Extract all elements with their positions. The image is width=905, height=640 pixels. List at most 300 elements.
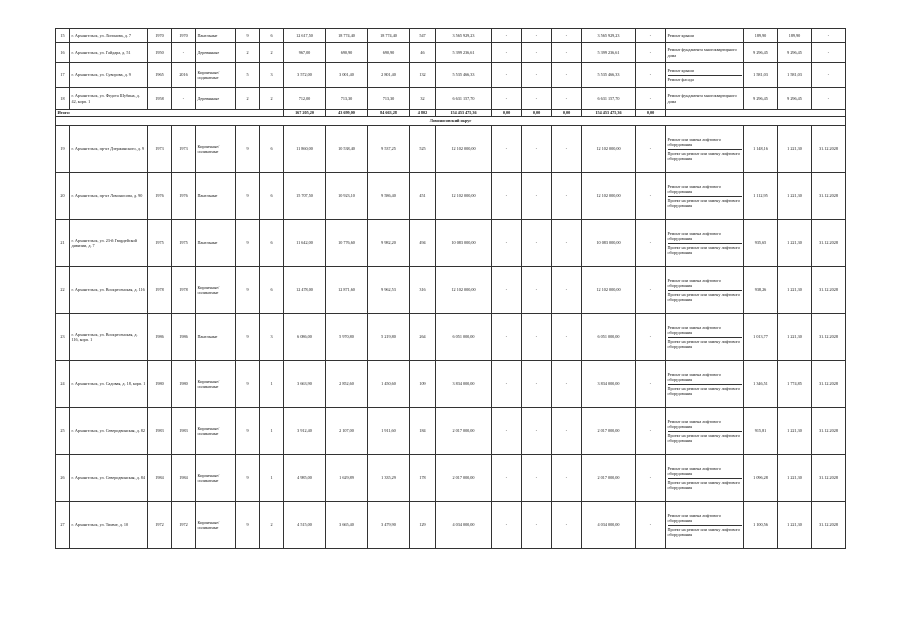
- row-number-cell: 17: [56, 63, 70, 88]
- other-fund-cell: -: [552, 173, 582, 220]
- living-area-cell: 2 107,00: [326, 408, 368, 455]
- owners-fund-cell: -: [636, 408, 666, 455]
- local-fund-cell: -: [522, 173, 552, 220]
- cost-cell: 5 535 466,33: [436, 63, 492, 88]
- residents-cell: 46: [410, 43, 436, 63]
- other-fund-cell: -: [552, 126, 582, 173]
- residents-cell: 494: [410, 220, 436, 267]
- total-area-cell: 3 663,90: [284, 361, 326, 408]
- table-row: [56, 502, 846, 549]
- living-area-cell: 12 871,60: [326, 267, 368, 314]
- address-cell: г. Архангельск, пр-кт Ломоносова, д. 90: [70, 173, 148, 220]
- entrances-cell: 6: [260, 126, 284, 173]
- row-number-cell: 24: [56, 361, 70, 408]
- total-area-cell: 3 572,00: [284, 63, 326, 88]
- other-fund-cell: -: [552, 314, 582, 361]
- floors-cell: 2: [236, 43, 260, 63]
- capital-fund-cell: 5 535 466,33: [582, 63, 636, 88]
- works-cell: [666, 502, 744, 549]
- cost-cell: 4 034 000,00: [436, 502, 492, 549]
- year-built-cell: 1973: [148, 126, 172, 173]
- section-heading: Ломоносовский округ: [56, 117, 846, 126]
- residents-cell: 32: [410, 88, 436, 110]
- table-row: [56, 314, 846, 361]
- works-cell: [666, 455, 744, 502]
- capital-fund-cell: 2 017 000,00: [582, 408, 636, 455]
- other-fund-cell: -: [552, 455, 582, 502]
- year-reconstruction-cell: 1973: [172, 126, 196, 173]
- totals-fund-local-cell: 0,00: [522, 110, 552, 117]
- cost-cell: 5 399 236,61: [436, 43, 492, 63]
- other-fund-cell: -: [552, 267, 582, 314]
- address-cell: г. Архангельск, ул. Воскресенская, д. 116: [70, 267, 148, 314]
- year-built-cell: 1980: [148, 361, 172, 408]
- residential-area-cell: 9 982,20: [368, 220, 410, 267]
- max-unit-cost-cell: 1 221,30: [778, 455, 812, 502]
- residential-area-cell: 9 586,40: [368, 173, 410, 220]
- work-item: Проект на ремонт или замену лифтового оборудования: [667, 150, 741, 161]
- year-built-cell: 1950: [148, 43, 172, 63]
- total-area-cell: 11 642,00: [284, 220, 326, 267]
- local-fund-cell: -: [522, 361, 552, 408]
- entrances-cell: 3: [260, 63, 284, 88]
- deadline-cell: 31.12.2028: [812, 126, 846, 173]
- living-area-cell: 18 774,40: [326, 29, 368, 43]
- cost-cell: 12 102 000,00: [436, 126, 492, 173]
- work-item: Ремонт или замена лифтового оборудования: [668, 371, 742, 384]
- entrances-cell: 2: [260, 43, 284, 63]
- floors-cell: 9: [236, 267, 260, 314]
- regional-fund-cell: -: [492, 408, 522, 455]
- year-reconstruction-cell: 1980: [172, 361, 196, 408]
- regional-fund-cell: -: [492, 220, 522, 267]
- year-reconstruction-cell: 1975: [172, 220, 196, 267]
- work-item: Ремонт или замена лифтового оборудования: [668, 512, 742, 525]
- entrances-cell: 3: [260, 314, 284, 361]
- totals-row: [56, 110, 846, 117]
- cost-cell: 3 834 000,00: [436, 361, 492, 408]
- works-cell: [666, 361, 744, 408]
- wall-material-cell: Панельные: [196, 314, 236, 361]
- work-item: Ремонт или замена лифтового оборудования: [668, 136, 742, 149]
- floors-cell: 9: [236, 220, 260, 267]
- capital-fund-cell: 12 102 000,00: [582, 126, 636, 173]
- unit-cost-cell: 1 346,51: [744, 361, 778, 408]
- year-reconstruction-cell: 1972: [172, 502, 196, 549]
- entrances-cell: 1: [260, 408, 284, 455]
- address-cell: г. Архангельск, ул. Северодвинская, д. 82: [70, 408, 148, 455]
- total-area-cell: 6 086,00: [284, 314, 326, 361]
- work-item: Ремонт или замена лифтового оборудования: [668, 183, 742, 196]
- residents-cell: 451: [410, 173, 436, 220]
- works-cell: [666, 43, 744, 63]
- max-unit-cost-cell: 1 221,30: [778, 267, 812, 314]
- row-number-cell: 20: [56, 173, 70, 220]
- address-cell: г. Архангельск, ул. Федота Шубина, д. 42, корп. 1: [70, 88, 148, 110]
- address-cell: г. Архангельск, ул. 23-й Гвардейской дивизии, д. 7: [70, 220, 148, 267]
- work-item: Ремонт или замена лифтового оборудования: [668, 465, 742, 478]
- totals-fund-other-cell: 0,00: [636, 110, 666, 117]
- wall-material-cell: Панельные: [196, 29, 236, 43]
- regional-fund-cell: -: [492, 126, 522, 173]
- work-item: Ремонт или замена лифтового оборудования: [668, 418, 742, 431]
- works-cell: [666, 267, 744, 314]
- work-item: Ремонт крыши: [667, 32, 694, 38]
- owners-fund-cell: -: [636, 29, 666, 43]
- living-area-cell: 1 629,89: [326, 455, 368, 502]
- wall-material-cell: Кирпичные/ силикатные: [196, 361, 236, 408]
- year-built-cell: 1983: [148, 408, 172, 455]
- residents-cell: 129: [410, 502, 436, 549]
- regional-fund-cell: -: [492, 455, 522, 502]
- unit-cost-cell: 915,81: [744, 408, 778, 455]
- residential-area-cell: 713,30: [368, 88, 410, 110]
- year-built-cell: 1972: [148, 502, 172, 549]
- totals-area-living-cell: 43 699,00: [326, 110, 368, 117]
- table-row: [56, 455, 846, 502]
- table-row: [56, 43, 846, 63]
- max-unit-cost-cell: 9 296,45: [778, 43, 812, 63]
- local-fund-cell: -: [522, 88, 552, 110]
- unit-cost-cell: 938,26: [744, 267, 778, 314]
- work-item: Ремонт фасада: [667, 76, 694, 82]
- capital-fund-cell: 6 051 000,00: [582, 314, 636, 361]
- owners-fund-cell: -: [636, 173, 666, 220]
- residents-cell: 132: [410, 63, 436, 88]
- local-fund-cell: -: [522, 408, 552, 455]
- works-cell: [666, 88, 744, 110]
- deadline-cell: 31.12.2028: [812, 455, 846, 502]
- row-number-cell: 18: [56, 88, 70, 110]
- table-row: [56, 267, 846, 314]
- total-area-cell: 12 617,50: [284, 29, 326, 43]
- entrances-cell: 2: [260, 88, 284, 110]
- local-fund-cell: -: [522, 502, 552, 549]
- residential-area-cell: 1 335,29: [368, 455, 410, 502]
- cost-cell: 6 631 157,70: [436, 88, 492, 110]
- residential-area-cell: 9 537,25: [368, 126, 410, 173]
- living-area-cell: 5 970,80: [326, 314, 368, 361]
- address-cell: г. Архангельск, пр-кт Дзержинского, д. 9: [70, 126, 148, 173]
- unit-cost-cell: 1 013,77: [744, 314, 778, 361]
- capital-fund-cell: 3 565 929,23: [582, 29, 636, 43]
- living-area-cell: 3 001,40: [326, 63, 368, 88]
- total-area-cell: 11 860,00: [284, 126, 326, 173]
- totals-empty-cell: [666, 110, 846, 117]
- living-area-cell: 2 852,60: [326, 361, 368, 408]
- wall-material-cell: Деревянные: [196, 88, 236, 110]
- work-item: Ремонт или замена лифтового оборудования: [668, 277, 742, 290]
- deadline-cell: 31.12.2028: [812, 361, 846, 408]
- work-item: Проект на ремонт или замену лифтового оборудования: [667, 291, 741, 302]
- owners-fund-cell: -: [636, 361, 666, 408]
- work-item: Ремонт фундамента многоквартирного дома: [667, 47, 737, 58]
- row-number-cell: 21: [56, 220, 70, 267]
- address-cell: г. Архангельск, ул. Гайдара, д. 51: [70, 43, 148, 63]
- other-fund-cell: -: [552, 29, 582, 43]
- living-area-cell: 713,30: [326, 88, 368, 110]
- total-area-cell: 12 478,00: [284, 267, 326, 314]
- regional-fund-cell: -: [492, 314, 522, 361]
- other-fund-cell: -: [552, 63, 582, 88]
- year-built-cell: 1965: [148, 63, 172, 88]
- row-number-cell: 19: [56, 126, 70, 173]
- year-reconstruction-cell: 1986: [172, 314, 196, 361]
- deadline-cell: -: [812, 63, 846, 88]
- work-item: Ремонт фундамента многоквартирного дома: [667, 93, 737, 104]
- row-number-cell: 22: [56, 267, 70, 314]
- totals-fund-owners-cell: 0,00: [552, 110, 582, 117]
- works-cell: [666, 29, 744, 43]
- cost-cell: 2 017 000,00: [436, 408, 492, 455]
- address-cell: г. Архангельск, ул. Северодвинская, д. 84: [70, 455, 148, 502]
- entrances-cell: 1: [260, 455, 284, 502]
- capital-fund-cell: 3 834 000,00: [582, 361, 636, 408]
- residential-area-cell: 5 219,80: [368, 314, 410, 361]
- local-fund-cell: -: [522, 63, 552, 88]
- residential-area-cell: 9 962,53: [368, 267, 410, 314]
- totals-residents-cell: 4 802: [410, 110, 436, 117]
- cost-cell: 2 017 000,00: [436, 455, 492, 502]
- max-unit-cost-cell: 1 221,30: [778, 314, 812, 361]
- floors-cell: 9: [236, 408, 260, 455]
- living-area-cell: 3 665,40: [326, 502, 368, 549]
- work-item: Ремонт или замена лифтового оборудования: [668, 230, 742, 243]
- table-row: [56, 173, 846, 220]
- work-item: Проект на ремонт или замену лифтового оборудования: [667, 432, 741, 443]
- deadline-cell: -: [812, 29, 846, 43]
- owners-fund-cell: -: [636, 267, 666, 314]
- deadline-cell: 31.12.2028: [812, 502, 846, 549]
- work-item: Проект на ремонт или замену лифтового оборудования: [667, 197, 741, 208]
- regional-fund-cell: -: [492, 361, 522, 408]
- capital-fund-cell: 5 399 236,61: [582, 43, 636, 63]
- deadline-cell: 31.12.2028: [812, 267, 846, 314]
- total-area-cell: 967,00: [284, 43, 326, 63]
- total-area-cell: 15 707,50: [284, 173, 326, 220]
- unit-cost-cell: 1 096,28: [744, 455, 778, 502]
- entrances-cell: 6: [260, 267, 284, 314]
- address-cell: г. Архангельск, ул. Воскресенская, д. 116, корп. 1: [70, 314, 148, 361]
- owners-fund-cell: -: [636, 126, 666, 173]
- unit-cost-cell: 1 112,95: [744, 173, 778, 220]
- table-row: [56, 63, 846, 88]
- residential-area-cell: 690,90: [368, 43, 410, 63]
- owners-fund-cell: -: [636, 43, 666, 63]
- deadline-cell: 31.12.2028: [812, 173, 846, 220]
- floors-cell: 9: [236, 173, 260, 220]
- residential-area-cell: 1 450,60: [368, 361, 410, 408]
- entrances-cell: 6: [260, 173, 284, 220]
- work-item: Проект на ремонт или замену лифтового оборудования: [667, 526, 741, 537]
- totals-area-total-cell: 167 205,20: [284, 110, 326, 117]
- totals-fund-region-cell: 0,00: [492, 110, 522, 117]
- row-number-cell: 15: [56, 29, 70, 43]
- owners-fund-cell: -: [636, 502, 666, 549]
- max-unit-cost-cell: 9 296,45: [778, 88, 812, 110]
- cost-cell: 10 083 000,00: [436, 220, 492, 267]
- totals-fund-capital-cell: 154 453 475,36: [582, 110, 636, 117]
- other-fund-cell: -: [552, 88, 582, 110]
- wall-material-cell: Кирпичные/ силикатные: [196, 267, 236, 314]
- floors-cell: 9: [236, 126, 260, 173]
- deadline-cell: -: [812, 88, 846, 110]
- other-fund-cell: -: [552, 408, 582, 455]
- unit-cost-cell: 189,90: [744, 29, 778, 43]
- floors-cell: 9: [236, 314, 260, 361]
- works-cell: [666, 220, 744, 267]
- deadline-cell: 31.12.2028: [812, 408, 846, 455]
- work-item: Проект на ремонт или замену лифтового оборудования: [667, 385, 741, 396]
- regional-fund-cell: -: [492, 63, 522, 88]
- other-fund-cell: -: [552, 502, 582, 549]
- capital-fund-cell: 6 631 157,70: [582, 88, 636, 110]
- work-item: Проект на ремонт или замену лифтового оборудования: [667, 244, 741, 255]
- totals-label: Итого:: [56, 110, 284, 117]
- unit-cost-cell: 1 100,56: [744, 502, 778, 549]
- deadline-cell: 31.12.2028: [812, 314, 846, 361]
- address-cell: г. Архангельск, ул. Логинова, д. 7: [70, 29, 148, 43]
- year-reconstruction-cell: 1970: [172, 29, 196, 43]
- other-fund-cell: -: [552, 43, 582, 63]
- entrances-cell: 6: [260, 29, 284, 43]
- living-area-cell: 690,90: [326, 43, 368, 63]
- works-cell: [666, 126, 744, 173]
- max-unit-cost-cell: 1 774,85: [778, 361, 812, 408]
- year-reconstruction-cell: 1984: [172, 455, 196, 502]
- floors-cell: 9: [236, 361, 260, 408]
- residential-area-cell: 18 774,40: [368, 29, 410, 43]
- owners-fund-cell: -: [636, 88, 666, 110]
- floors-cell: 9: [236, 455, 260, 502]
- row-number-cell: 23: [56, 314, 70, 361]
- year-built-cell: 1976: [148, 173, 172, 220]
- capital-fund-cell: 2 017 000,00: [582, 455, 636, 502]
- deadline-cell: 31.12.2028: [812, 220, 846, 267]
- cost-cell: 12 102 000,00: [436, 267, 492, 314]
- year-built-cell: 1986: [148, 314, 172, 361]
- capital-fund-cell: 12 102 000,00: [582, 267, 636, 314]
- year-reconstruction-cell: -: [172, 43, 196, 63]
- wall-material-cell: Кирпичные/ силикатные: [196, 126, 236, 173]
- year-reconstruction-cell: -: [172, 88, 196, 110]
- entrances-cell: 6: [260, 220, 284, 267]
- works-cell: [666, 173, 744, 220]
- max-unit-cost-cell: 189,90: [778, 29, 812, 43]
- floors-cell: 2: [236, 88, 260, 110]
- wall-material-cell: Кирпичные/ сидикатные: [196, 63, 236, 88]
- wall-material-cell: Панельные: [196, 220, 236, 267]
- year-built-cell: 1958: [148, 88, 172, 110]
- local-fund-cell: -: [522, 455, 552, 502]
- residential-area-cell: 3 479,90: [368, 502, 410, 549]
- work-item: Ремонт крыши: [668, 67, 742, 75]
- address-cell: г. Архангельск, ул. Садовая, д. 18, корп. 1: [70, 361, 148, 408]
- address-cell: г. Архангельск, ул. Тимме, д. 10: [70, 502, 148, 549]
- table-row: [56, 408, 846, 455]
- max-unit-cost-cell: 1 221,30: [778, 502, 812, 549]
- total-area-cell: 4 985,00: [284, 455, 326, 502]
- local-fund-cell: -: [522, 29, 552, 43]
- total-area-cell: 4 515,00: [284, 502, 326, 549]
- row-number-cell: 16: [56, 43, 70, 63]
- unit-cost-cell: 9 296,45: [744, 88, 778, 110]
- total-area-cell: 3 912,40: [284, 408, 326, 455]
- section-row: [56, 117, 846, 126]
- table-row: [56, 220, 846, 267]
- residents-cell: 316: [410, 267, 436, 314]
- local-fund-cell: -: [522, 267, 552, 314]
- year-built-cell: 1984: [148, 455, 172, 502]
- table-row: [56, 88, 846, 110]
- living-area-cell: 10 776,60: [326, 220, 368, 267]
- unit-cost-cell: 935,65: [744, 220, 778, 267]
- regional-fund-cell: -: [492, 88, 522, 110]
- max-unit-cost-cell: 1 581,03: [778, 63, 812, 88]
- unit-cost-cell: 1 148,16: [744, 126, 778, 173]
- regional-fund-cell: -: [492, 29, 522, 43]
- regional-fund-cell: -: [492, 267, 522, 314]
- table-row: [56, 29, 846, 43]
- cost-cell: 6 051 000,00: [436, 314, 492, 361]
- works-cell: [666, 63, 744, 88]
- local-fund-cell: -: [522, 126, 552, 173]
- address-cell: г. Архангельск, ул. Суворова, д. 9: [70, 63, 148, 88]
- owners-fund-cell: -: [636, 220, 666, 267]
- wall-material-cell: Кирпичные/ силикатные: [196, 408, 236, 455]
- residents-cell: 184: [410, 408, 436, 455]
- regional-fund-cell: -: [492, 502, 522, 549]
- year-built-cell: 1975: [148, 220, 172, 267]
- wall-material-cell: Панельные: [196, 173, 236, 220]
- works-cell: [666, 408, 744, 455]
- max-unit-cost-cell: 1 221,30: [778, 408, 812, 455]
- owners-fund-cell: -: [636, 455, 666, 502]
- table-row: [56, 126, 846, 173]
- totals-cost-cell: 154 453 475,36: [436, 110, 492, 117]
- living-area-cell: 10 923,10: [326, 173, 368, 220]
- table-row: [56, 361, 846, 408]
- unit-cost-cell: 9 296,45: [744, 43, 778, 63]
- row-number-cell: 26: [56, 455, 70, 502]
- year-reconstruction-cell: 1976: [172, 173, 196, 220]
- work-item: Проект на ремонт или замену лифтового оборудования: [667, 479, 741, 490]
- wall-material-cell: Кирпичные/ силикатные: [196, 502, 236, 549]
- other-fund-cell: -: [552, 361, 582, 408]
- unit-cost-cell: 1 581,03: [744, 63, 778, 88]
- capital-fund-cell: 12 102 000,00: [582, 173, 636, 220]
- local-fund-cell: -: [522, 43, 552, 63]
- residents-cell: 109: [410, 361, 436, 408]
- regional-fund-cell: -: [492, 173, 522, 220]
- max-unit-cost-cell: 1 221,30: [778, 126, 812, 173]
- regional-fund-cell: -: [492, 43, 522, 63]
- residents-cell: 178: [410, 455, 436, 502]
- document-page: [55, 28, 845, 549]
- local-fund-cell: -: [522, 220, 552, 267]
- residents-cell: 264: [410, 314, 436, 361]
- work-item: Ремонт или замена лифтового оборудования: [668, 324, 742, 337]
- work-item: Проект на ремонт или замену лифтового оборудования: [667, 338, 741, 349]
- floors-cell: 5: [236, 63, 260, 88]
- cost-cell: 12 102 000,00: [436, 173, 492, 220]
- floors-cell: 9: [236, 502, 260, 549]
- residents-cell: 547: [410, 29, 436, 43]
- row-number-cell: 25: [56, 408, 70, 455]
- works-cell: [666, 314, 744, 361]
- owners-fund-cell: -: [636, 314, 666, 361]
- capital-fund-cell: 10 083 000,00: [582, 220, 636, 267]
